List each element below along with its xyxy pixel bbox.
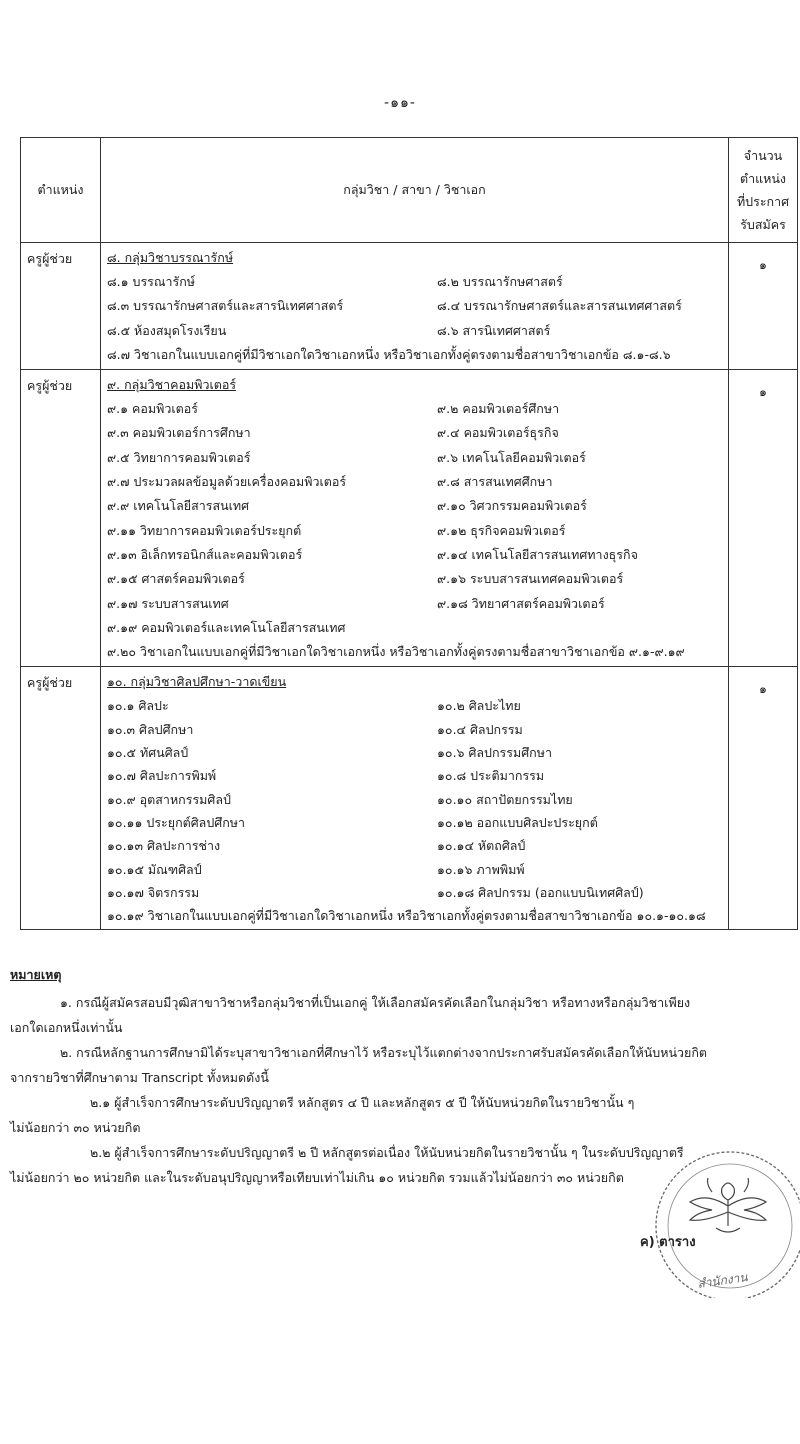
header-count-line: จำนวน bbox=[743, 148, 783, 163]
subject-item: ๑๐.๑๓ ศิลปะการช่าง bbox=[107, 838, 221, 854]
count-cell: ๑ bbox=[729, 243, 798, 370]
header-count-line: ตำแหน่ง bbox=[739, 171, 787, 186]
table-row bbox=[21, 370, 798, 667]
subject-row bbox=[107, 421, 728, 445]
subject-item: ๑๐.๑๑ ประยุกต์ศิลปศึกษา bbox=[107, 814, 246, 830]
subject-item: ๘.๖ สารนิเทศศาสตร์ bbox=[437, 322, 551, 338]
vacancy-table bbox=[20, 137, 798, 930]
header-position: ตำแหน่ง bbox=[21, 138, 101, 243]
subject-item: ๘.๕ ห้องสมุดโรงเรียน bbox=[107, 322, 227, 338]
subject-item: ๑๐.๑๐ สถาปัตยกรรมไทย bbox=[437, 791, 573, 807]
subject-row bbox=[107, 270, 728, 294]
subject-footer: ๘.๗ วิชาเอกในแบบเอกคู่ที่มีวิชาเอกใดวิชาเอกหนึ่ง หรือวิชาเอกทั้งคู่ตรงตามชื่อสาขาวิชาเอกข้อ ๘.๑-๘.๖ bbox=[107, 346, 671, 362]
subject-row bbox=[107, 858, 728, 881]
subject-item: ๘.๑ บรรณารักษ์ bbox=[107, 274, 196, 289]
subject-item: ๙.๙ เทคโนโลยีสารสนเทศ bbox=[107, 498, 250, 514]
note-2-2-line-2: ไม่น้อยกว่า ๒๐ หน่วยกิต และในระดับอนุปริญญาหรือเทียบเท่าไม่เกิน ๑๐ หน่วยกิต รวมแล้วไม่น้อยกว่า ๓๐ หน่วยกิต bbox=[10, 1170, 624, 1185]
subject-row bbox=[107, 294, 728, 318]
seal-ring-text: สำนักงาน bbox=[696, 1270, 749, 1291]
subject-item: ๙.๑๑ วิทยาการคอมพิวเตอร์ประยุกต์ bbox=[107, 522, 302, 538]
subject-item: ๘.๒ บรรณารักษศาสตร์ bbox=[437, 274, 563, 289]
subject-item: ๑๐.๙ อุตสาหกรรมศิลป์ bbox=[107, 791, 231, 807]
subject-item: ๙.๖ เทคโนโลยีคอมพิวเตอร์ bbox=[437, 449, 586, 465]
note-2-1-line-1: ๒.๑ ผู้สำเร็จการศึกษาระดับปริญญาตรี หลักสูตร ๔ ปี และหลักสูตร ๕ ปี ให้นับหน่วยกิตในรายวิชานั้น ๆ bbox=[90, 1095, 635, 1110]
subject-item: ๙.๕ วิทยาการคอมพิวเตอร์ bbox=[107, 449, 251, 465]
subject-item: ๙.๒ คอมพิวเตอร์ศึกษา bbox=[437, 401, 560, 417]
subject-row bbox=[107, 519, 728, 543]
subject-item: ๑๐.๒ ศิลปะไทย bbox=[437, 698, 521, 714]
subject-item: ๑๐.๘ ประติมากรรม bbox=[437, 768, 545, 784]
subject-item: ๑๐.๗ ศิลปะการพิมพ์ bbox=[107, 768, 217, 784]
subject-item: ๙.๗ ประมวลผลข้อมูลด้วยเครื่องคอมพิวเตอร์ bbox=[107, 474, 347, 490]
subject-item: ๙.๑๗ ระบบสารสนเทศ bbox=[107, 595, 229, 611]
subject-item: ๘.๓ บรรณารักษศาสตร์และสารนิเทศศาสตร์ bbox=[107, 298, 344, 314]
subject-item: ๑๐.๔ ศิลปกรรม bbox=[437, 721, 523, 737]
subject-item: ๑๐.๑๒ ออกแบบศิลปะประยุกต์ bbox=[437, 814, 598, 830]
seal-stamp-text: ค) ตาราง bbox=[640, 1235, 696, 1250]
subject-row bbox=[107, 592, 728, 616]
note-2-2-line-1: ๒.๒ ผู้สำเร็จการศึกษาระดับปริญญาตรี ๒ ปี หลักสูตรต่อเนื่อง ให้นับหน่วยกิตในรายวิชานั้น ๆ ในระดับปริญญาตรี bbox=[90, 1145, 684, 1160]
official-seal-icon bbox=[612, 1148, 800, 1298]
subject-item: ๙.๑๘ วิทยาศาสตร์คอมพิวเตอร์ bbox=[437, 595, 605, 611]
group-title: ๑๐. กลุ่มวิชาศิลปศึกษา-วาดเขียน bbox=[107, 674, 287, 690]
subject-cell bbox=[101, 243, 729, 370]
subject-row bbox=[107, 446, 728, 470]
table-row bbox=[21, 243, 798, 370]
subject-item: ๙.๓ คอมพิวเตอร์การศึกษา bbox=[107, 425, 251, 441]
seal-inner-ring bbox=[668, 1164, 792, 1288]
subject-row bbox=[107, 319, 728, 343]
table-row bbox=[21, 667, 798, 930]
header-count-line: รับสมัคร bbox=[740, 217, 786, 232]
subject-item: ๑๐.๖ ศิลปกรรมศึกษา bbox=[437, 745, 552, 761]
header-count bbox=[729, 138, 798, 243]
subject-row bbox=[107, 764, 728, 787]
subject-item: ๑๐.๑ ศิลปะ bbox=[107, 698, 169, 714]
subject-item: ๙.๑๖ ระบบสารสนเทศคอมพิวเตอร์ bbox=[437, 571, 624, 587]
subject-item: ๑๐.๑๖ ภาพพิมพ์ bbox=[437, 861, 525, 877]
page-number: -๑๑- bbox=[384, 95, 416, 111]
subject-item: ๑๐.๕ ทัศนศิลป์ bbox=[107, 745, 189, 761]
note-2-1-line-2: ไม่น้อยกว่า ๓๐ หน่วยกิต bbox=[10, 1120, 141, 1135]
subject-item: ๙.๑๙ คอมพิวเตอร์และเทคโนโลยีสารสนเทศ bbox=[107, 619, 346, 635]
garuda-emblem-icon bbox=[690, 1178, 766, 1232]
subject-cell bbox=[101, 370, 729, 667]
subject-row bbox=[107, 694, 728, 717]
subject-item: ๑๐.๓ ศิลปศึกษา bbox=[107, 721, 194, 737]
count-cell: ๑ bbox=[729, 370, 798, 667]
group-title: ๙. กลุ่มวิชาคอมพิวเตอร์ bbox=[107, 377, 237, 393]
subject-row bbox=[107, 470, 728, 494]
note-1-line-2: เอกใดเอกหนึ่งเท่านั้น bbox=[10, 1020, 123, 1035]
subject-item: ๙.๑๔ เทคโนโลยีสารสนเทศทางธุรกิจ bbox=[437, 546, 638, 562]
note-1-line-1: ๑. กรณีผู้สมัครสอบมีวุฒิสาขาวิชาหรือกลุ่มวิชาที่เป็นเอกคู่ ให้เลือกสมัครคัดเลือกในกลุ่มวิชา หรือทางหรือกลุ่มวิชาเพียง bbox=[60, 995, 691, 1010]
table-header-row bbox=[21, 138, 798, 243]
header-count-line: ที่ประกาศ bbox=[736, 194, 790, 209]
subject-item: ๑๐.๑๔ หัตถศิลป์ bbox=[437, 838, 526, 854]
note-2-line-2: จากรายวิชาที่ศึกษาตาม Transcript ทั้งหมดดังนี้ bbox=[10, 1070, 269, 1085]
subject-row bbox=[107, 397, 728, 421]
subject-item: ๙.๑๕ ศาสตร์คอมพิวเตอร์ bbox=[107, 571, 245, 587]
subject-footer: ๙.๒๐ วิชาเอกในแบบเอกคู่ที่มีวิชาเอกใดวิชาเอกหนึ่ง หรือวิชาเอกทั้งคู่ตรงตามชื่อสาขาวิชาเอกข้อ ๙.๑-๙.๑๙ bbox=[107, 644, 685, 660]
subject-row bbox=[107, 788, 728, 811]
subject-footer: ๑๐.๑๙ วิชาเอกในแบบเอกคู่ที่มีวิชาเอกใดวิชาเอกหนึ่ง หรือวิชาเอกทั้งคู่ตรงตามชื่อสาขาวิชาเอกข้อ ๑๐.๑-๑๐.๑๘ bbox=[107, 908, 706, 924]
subject-item: ๙.๑๓ อิเล็กทรอนิกส์และคอมพิวเตอร์ bbox=[107, 546, 303, 562]
position-cell: ครูผู้ช่วย bbox=[21, 370, 101, 667]
subject-item: ๑๐.๑๕ มัณฑศิลป์ bbox=[107, 861, 202, 877]
subject-row bbox=[107, 494, 728, 518]
note-2-line-1: ๒. กรณีหลักฐานการศึกษามิได้ระบุสาขาวิชาเอกที่ศึกษาไว้ หรือระบุไว้แตกต่างจากประกาศรับสมัครคัดเลือกให้นับหน่วยกิต bbox=[60, 1045, 708, 1060]
subject-item: ๙.๑๒ ธุรกิจคอมพิวเตอร์ bbox=[437, 522, 566, 538]
subject-row bbox=[107, 741, 728, 764]
subject-item: ๙.๘ สารสนเทศศึกษา bbox=[437, 474, 553, 490]
subject-item: ๘.๔ บรรณารักษศาสตร์และสารสนเทศศาสตร์ bbox=[437, 298, 682, 314]
subject-row bbox=[107, 811, 728, 834]
subject-item: ๑๐.๑๘ ศิลปกรรม (ออกแบบนิเทศศิลป์) bbox=[437, 884, 644, 900]
subject-item: ๙.๑ คอมพิวเตอร์ bbox=[107, 401, 199, 417]
group-title: ๘. กลุ่มวิชาบรรณารักษ์ bbox=[107, 250, 234, 265]
subject-row bbox=[107, 881, 728, 904]
subject-row bbox=[107, 567, 728, 591]
count-cell: ๑ bbox=[729, 667, 798, 930]
notes-title: หมายเหตุ bbox=[10, 967, 62, 982]
subject-row bbox=[107, 543, 728, 567]
position-cell: ครูผู้ช่วย bbox=[21, 243, 101, 370]
subject-row bbox=[107, 718, 728, 741]
subject-row bbox=[107, 834, 728, 857]
subject-item: ๑๐.๑๗ จิตรกรรม bbox=[107, 884, 200, 900]
subject-item: ๙.๔ คอมพิวเตอร์ธุรกิจ bbox=[437, 425, 559, 441]
position-cell: ครูผู้ช่วย bbox=[21, 667, 101, 930]
subject-item: ๙.๑๐ วิศวกรรมคอมพิวเตอร์ bbox=[437, 498, 587, 514]
header-subject: กลุ่มวิชา / สาขา / วิชาเอก bbox=[101, 138, 729, 243]
subject-cell bbox=[101, 667, 729, 930]
